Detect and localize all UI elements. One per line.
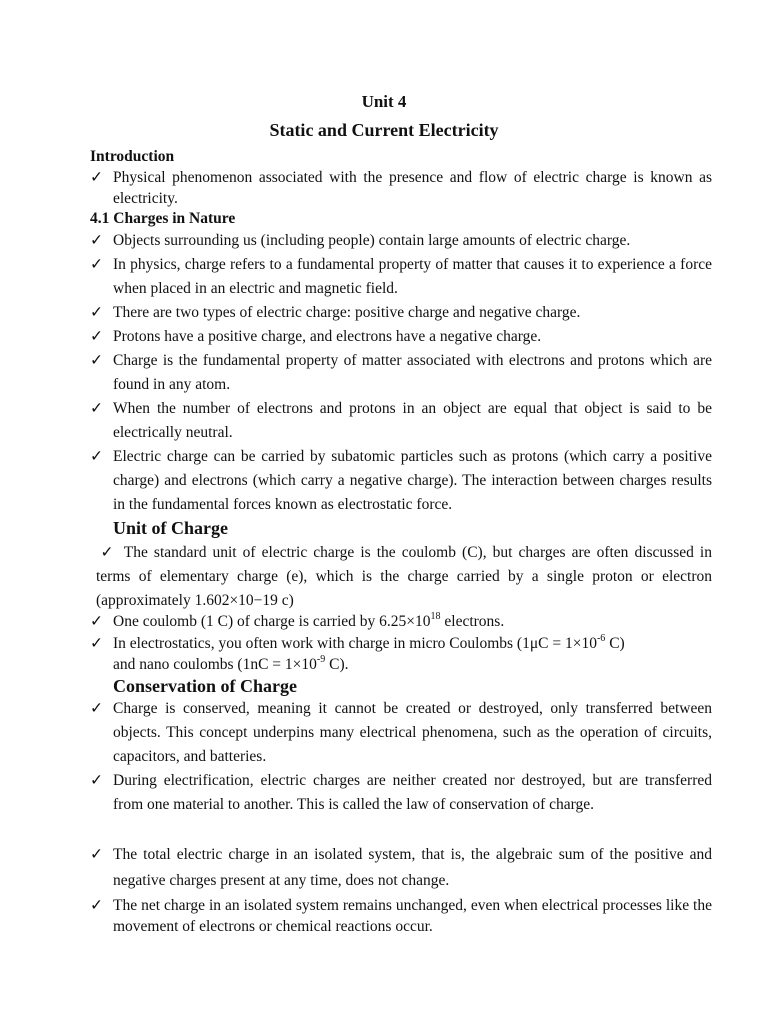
- list-item: ✓ Charge is conserved, meaning it cannot be created or destroyed, only transferred between objects. This concept underpins many electrical phenomena, such as the operation of circuits, capacitors, and batteries.: [90, 697, 712, 769]
- check-icon: ✓: [90, 700, 103, 717]
- unit-of-charge-heading: Unit of Charge: [113, 518, 228, 538]
- list-item: ✓ Physical phenomenon associated with the presence and flow of electric charge is known as electricity.: [90, 169, 712, 207]
- page-title: Static and Current Electricity: [269, 120, 499, 140]
- list-item: ✓ In electrostatics, you often work with charge in micro Coulombs ($1\mu C = 1\times 10^{-6}$ C) and nano coulombs ($1nC = 1\times 10^{-9}$ C).: [90, 632, 625, 673]
- check-icon: ✓: [90, 897, 103, 914]
- check-icon: ✓: [90, 846, 103, 863]
- check-icon: ✓: [90, 772, 103, 789]
- check-icon: ✓: [90, 352, 103, 369]
- intro-heading: Introduction: [90, 148, 175, 165]
- list-item: ✓ There are two types of electric charge: positive charge and negative charge.: [90, 301, 712, 325]
- list-item: ✓ Protons have a positive charge, and electrons have a negative charge.: [90, 325, 712, 349]
- list-item: ✓ In physics, charge refers to a fundamental property of matter that causes it to experience a force when placed in an electric and magnetic field.: [90, 253, 712, 301]
- list-item: ✓ One coulomb (1 C) of charge is carried by $6.25\times 10^{18}$ electrons.: [90, 610, 505, 630]
- charges-heading: 4.1 Charges in Nature: [90, 210, 236, 227]
- list-item: ✓ Charge is the fundamental property of matter associated with electrons and protons which are found in any atom.: [90, 349, 712, 397]
- list-item: ✓ The total electric charge in an isolated system, that is, the algebraic sum of the positive and negative charges present at any time, does not change.: [90, 842, 712, 894]
- unit-number: Unit 4: [361, 92, 407, 111]
- list-item: ✓ Electric charge can be carried by subatomic particles such as protons (which carry a positive charge) and electrons (which carry a negative charge). The interaction between charges results in the fundamental forces known as electrostatic force.: [90, 445, 712, 517]
- list-item: ✓ Objects surrounding us (including people) contain large amounts of electric charge.: [90, 229, 712, 253]
- check-icon: ✓: [100, 544, 114, 561]
- check-icon: ✓: [90, 613, 103, 630]
- check-icon: ✓: [90, 400, 103, 417]
- check-icon: ✓: [90, 169, 103, 186]
- unit-of-charge-paragraph: ✓ The standard unit of electric charge is the coulomb (C), but charges are often discussed in terms of elementary charge (e), which is the charge carried by a single proton or electron (approximately 1.602×10−19 c): [96, 541, 712, 613]
- list-item: ✓ When the number of electrons and protons in an object are equal that object is said to be electrically neutral.: [90, 397, 712, 445]
- check-icon: ✓: [90, 328, 103, 345]
- check-icon: ✓: [90, 635, 103, 652]
- list-item: ✓ The net charge in an isolated system remains unchanged, even when electrical processes like the movement of electrons or chemical reactions occur.: [90, 897, 712, 935]
- conservation-heading: Conservation of Charge: [113, 676, 297, 696]
- check-icon: ✓: [90, 304, 103, 321]
- check-icon: ✓: [90, 256, 103, 273]
- list-item: ✓ During electrification, electric charges are neither created nor destroyed, but are transferred from one material to another. This is called the law of conservation of charge.: [90, 769, 712, 817]
- check-icon: ✓: [90, 232, 103, 249]
- check-icon: ✓: [90, 448, 103, 465]
